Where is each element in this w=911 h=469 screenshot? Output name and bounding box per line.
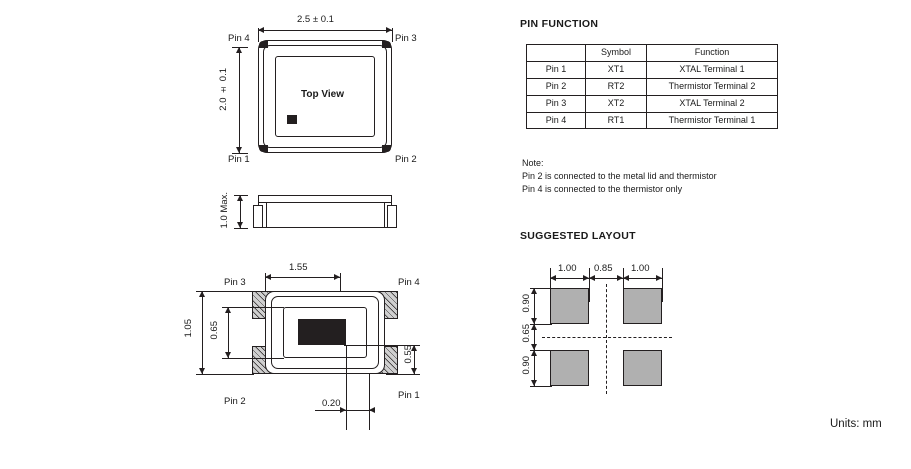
sl-top-label-3: 1.00 [631,263,650,274]
cell-pin: Pin 1 [527,61,586,78]
table-row [527,61,778,78]
bottom-view-top-arrow-right [334,274,340,280]
cell-pin: Pin 4 [527,112,586,129]
side-view-body [258,195,392,228]
units-label: Units: mm [830,418,882,430]
layout-pad-bottom-left [550,350,589,386]
bottom-left-dim-line-outer [202,291,203,374]
layout-pad-bottom-right [623,350,662,386]
side-view-height-ext-bottom [234,228,248,229]
cell-function: Thermistor Terminal 2 [647,78,778,95]
top-view-width-ext-right [392,28,393,42]
top-view-pin1-label: Pin 1 [228,154,250,165]
cell-symbol: RT1 [586,112,647,129]
table-row [527,95,778,112]
top-view-width-label: 2.5 ± 0.1 [297,14,334,25]
side-view-terminal-right [387,205,397,228]
side-view-inner-right [384,202,385,228]
cell-function: XTAL Terminal 2 [647,95,778,112]
bottom-dim-arrow-left [369,407,375,413]
sl-top-label-1: 1.00 [558,263,577,274]
side-view-height-arrow-up [237,195,243,201]
bottom-view-top-label: 1.55 [289,262,308,273]
sl-top-arrow-l3 [623,275,629,281]
bottom-dim-arrow-right [340,407,346,413]
sl-left-ext-1 [530,288,552,289]
note-title: Note: [522,158,544,168]
bottom-dim-ext-right [369,374,370,430]
bottom-left-label-inner: 0.65 [209,321,220,340]
top-view-pin2-label: Pin 2 [395,154,417,165]
layout-pad-tl-top-edge [550,288,589,289]
bottom-view-pin2-label: Pin 2 [224,396,246,407]
layout-pad-top-left [550,288,589,324]
cell-function: XTAL Terminal 1 [647,61,778,78]
table-row [527,112,778,129]
cell-symbol: RT2 [586,78,647,95]
top-view-height-arrow-up [236,47,242,53]
layout-pad-top-right [623,288,662,324]
bottom-right-ext-bottom [386,374,420,375]
sl-left-ext-4 [530,386,552,387]
sl-top-ext-2 [589,268,590,302]
sl-top-label-2: 0.85 [594,263,613,274]
note-line-2: Pin 4 is connected to the thermistor only [522,184,683,195]
top-view-width-arrow-right [386,27,392,33]
top-view-height-label: 2.0 ± 0.1 [218,68,229,111]
bottom-view-top-ext-right [340,273,341,291]
header-pin [527,45,586,62]
bottom-left-arrow-up-inner [225,307,231,313]
top-view-pin4-label: Pin 4 [228,33,250,44]
bottom-dim-ext-left [346,345,347,430]
top-view-height-arrow-down [236,147,242,153]
bottom-left-ext-top-inner [222,307,284,308]
cell-symbol: XT1 [586,61,647,78]
side-view-terminal-left [253,205,263,228]
top-view-height-dim-line [239,47,240,153]
pin-function-table-wrap [526,44,778,129]
sl-top-arrow-l1 [550,275,556,281]
corner-pad-top-left [259,41,268,48]
bottom-left-dim-line-inner [228,307,229,358]
corner-pad-bottom-left [259,145,268,152]
cell-pin: Pin 3 [527,95,586,112]
top-view-width-dim-line [258,30,392,31]
bottom-view-group [0,255,470,469]
bottom-left-arrow-down-outer [199,368,205,374]
table-header-row [527,45,778,62]
corner-pad-top-right [382,41,391,48]
suggested-layout-group [520,258,780,418]
suggested-layout-title: SUGGESTED LAYOUT [520,230,636,242]
bottom-right-label: 0.55 [403,345,414,364]
header-function: Function [647,45,778,62]
sl-left-label-3: 0.90 [521,356,532,375]
sl-top-ext-4 [662,268,663,302]
bottom-view-pin4-label: Pin 4 [398,277,420,288]
top-view-label: Top View [301,89,344,100]
cell-symbol: XT2 [586,95,647,112]
side-view-lid-line [259,202,391,203]
side-view-group [0,180,470,240]
side-view-height-label: 1.0 Max. [219,192,230,229]
bottom-view-top-dim-line [265,277,340,278]
bottom-dim-label: 0.20 [322,398,341,409]
top-view-width-arrow-left [258,27,264,33]
side-view-height-arrow-down [237,222,243,228]
layout-center-axis-vertical [606,284,607,394]
top-view-group [0,0,470,180]
top-view-pin3-label: Pin 3 [395,33,417,44]
side-view-inner-left [266,202,267,228]
sl-left-label-1: 0.90 [521,294,532,313]
header-symbol: Symbol [586,45,647,62]
bottom-view-pin1-label: Pin 1 [398,390,420,401]
bottom-view-top-arrow-left [265,274,271,280]
sl-left-ext-2 [530,324,552,325]
pin-function-note [522,157,822,196]
layout-center-axis-horizontal [542,337,672,338]
pin-function-section [520,18,780,30]
sl-top-arrow-r3 [656,275,662,281]
table-row [527,78,778,95]
bottom-view-pin3-label: Pin 3 [224,277,246,288]
sl-left-ext-3 [530,350,552,351]
bottom-view-die-block [298,319,346,345]
bottom-left-label-outer: 1.05 [183,319,194,338]
sl-left-label-2: 0.65 [521,324,532,343]
bottom-left-arrow-up-outer [199,291,205,297]
pin-function-title: PIN FUNCTION [520,18,599,30]
bottom-left-ext-bottom-outer [196,374,254,375]
layout-pad-tr-top-edge [623,288,662,289]
cell-function: Thermistor Terminal 1 [647,112,778,129]
note-line-1: Pin 2 is connected to the metal lid and thermistor [522,171,717,182]
sl-top-arrow-l2 [589,275,595,281]
cell-pin: Pin 2 [527,78,586,95]
bottom-right-arrow-down [411,368,417,374]
bottom-left-arrow-down-inner [225,352,231,358]
pin-function-table [526,44,778,129]
corner-pad-bottom-right [382,145,391,152]
bottom-left-ext-bottom-inner [222,358,284,359]
orientation-mark [287,115,297,124]
